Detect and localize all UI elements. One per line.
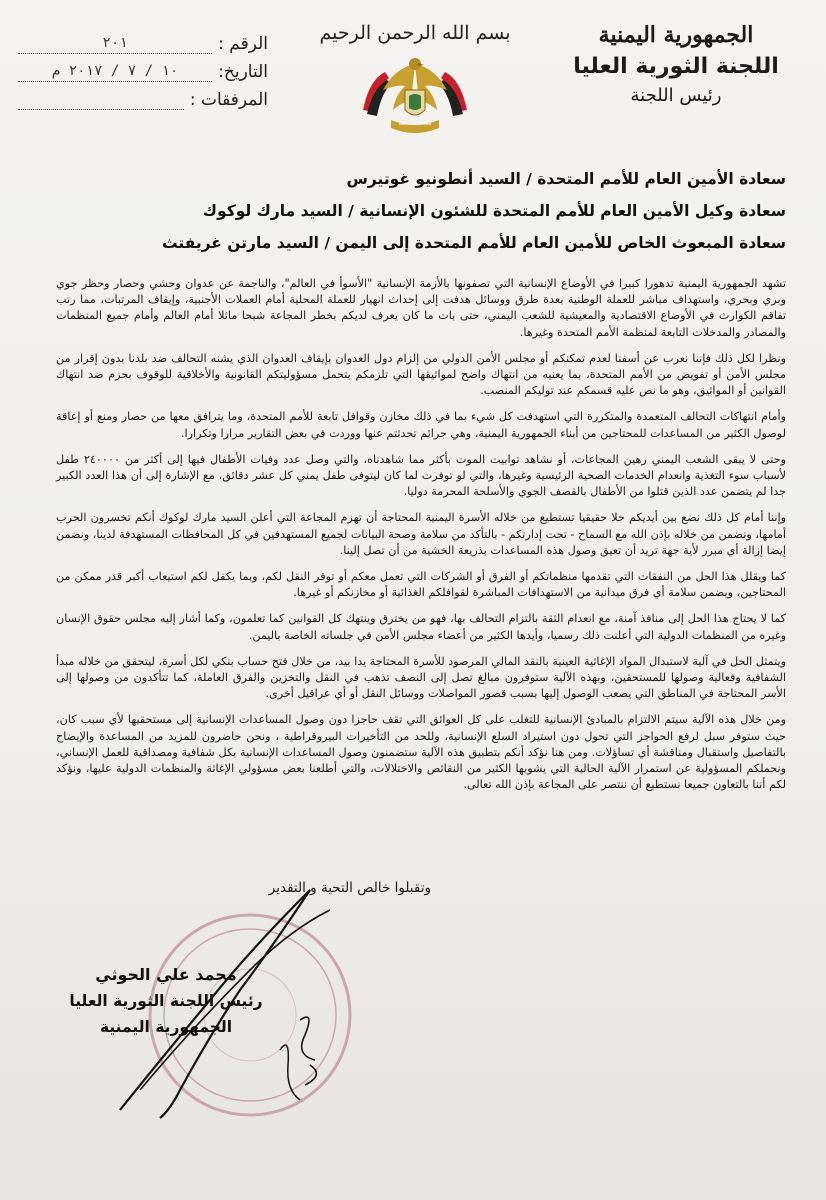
recipient-line: سعادة المبعوث الخاص للأمين العام للأمم المتحدة إلى اليمن / السيد مارتن غريفتث <box>161 234 786 252</box>
closing-line: وتقبلوا خالص التحية و التقدير <box>268 880 431 896</box>
body-paragraph: ومن خلال هذه الآلية سيتم الالتزام بالمبادئ الإنسانية للتغلب على كل العوائق التي تقف حاجزا دون وصول المساعدات الإنسانية إلى مستحقيها لأي سبب كان، حيث ستوفر سبل لرفع الحواجز التي تحول دون استيراد السلع الإنسانية، وللحد من التأخيرات البيروقراطية ، ونحن حاضرون للمزيد من المساعدة والإيضاح بالتفاصيل واستقبال ومناقشة أي تساؤلات. ومن هنا نؤكد أنكم بتطبيق هذه الآلية ستضمنون وصول المساعدات الإنسانية بكل شفافية ومصداقية للعمل الإنساني، ونحملكم المسؤولية عن استمرار الآلية الحالية التي يشوبها الكثير من النقائص والاختلالات، والتي أطلعنا بعض مسؤولي الإغاثة والمنظمات الدولية عليها، ونؤكد لكم أننا بالتعاون جميعا نستطيع أن ننتصر على المجاعة بإذن الله تعالى. <box>56 713 786 792</box>
eagle-emblem-icon <box>355 50 475 146</box>
signatory-org: الجمهورية اليمنية <box>99 1018 233 1036</box>
reference-number-row <box>18 30 268 58</box>
reference-date-value: ١٠ / ٧ / ٢٠١٧ م <box>18 63 212 82</box>
body-paragraph: ونظرا لكل ذلك فإننا نعرب عن أسفنا لعدم تمكنكم أو مجلس الأمن الدولي من إلزام دول العدوان بإيقاف العدوان الذي يشنه التحالف ضد بلدنا بدون إقرار من مجلس الأمن أو تفويض من الأمم المتحدة، بما يعنيه من انتهاك واضح لمواثيقها التي تلزمكم بتحمل مسؤوليتكم القانونية والأخلاقية للوقوف بحزم ضد انتهاك القوانين أو المواثيق، وهو ما نص عليه قسمكم عند توليكم المنصب. <box>56 351 786 398</box>
letterhead-center <box>300 22 530 146</box>
body-paragraph: وإننا أمام كل ذلك نضع بين أيديكم حلا حقيقيا تستطيع من خلاله الأسرة اليمنية المحتاجة أن تهزم المجاعة التي أعلن السيد مارك لوكوك أنكم تخسرون الحرب أمامها، ونضمن من خلاله بإذن الله مع السماح - تحت إدارتكم - بالتأكد من سلامة وصحة البيانات لجميع المستهدفين في كل المحافظات المستهدفة لدينا، ونضمن إيضا إزالة أي مبرر لأية جهة تريد أن تعيق وصول هذه المساعدات بذريعة الخشية من أن تصل إلينا. <box>56 511 786 557</box>
body-paragraph: وأمام انتهاكات التحالف المتعمدة والمتكررة التي استهدفت كل شيء بما في ذلك مخازن وقوافل تابعة للأمم المتحدة، وما يترافق معها من حصار ومنع أو إعاقة لوصول الكثير من المساعدات للمحتاجين من أبناء الجمهورية اليمنية، وهي جرائم تحدثتم عنها ووردت في بعض التقارير مرارا وتكرارا. <box>56 410 786 440</box>
signature-block <box>66 965 266 1036</box>
recipients <box>26 170 786 266</box>
body-paragraph: وحتى لا يبقى الشعب اليمني رهين المجاعات، أو نشاهد توابيت الموت بأكثر مما شاهدناه، والتي وصل عدد وفيات الأطفال فيها إلى أكثر من ٢٤٠٠٠٠ طفل لأسباب سوء التغذية وانعدام الخدمات الصحية الرئيسية وغيرها، والتي لو توفرت لما كان ليتوفى طفل يمني كل عشر دقائق، مع الإشارة إلى أن هذا العدد الكبير جدا لم يتضمن عدد الذين قتلوا من الأطفال بالقصف الجوي والأسلحة المحرمة دوليا. <box>56 452 786 499</box>
letterhead-country: الجمهورية اليمنية <box>598 22 754 48</box>
reference-number-value: ٢٠١ <box>18 35 212 54</box>
reference-number-label: الرقم : <box>218 34 268 54</box>
reference-date-row <box>18 58 268 86</box>
signatory-name: محمد علي الحوثي <box>95 965 237 984</box>
letter-body <box>56 276 786 803</box>
reference-attachments-row <box>18 86 268 114</box>
signatory-title: رئيس اللجنة الثورية العليا <box>69 992 263 1010</box>
reference-attachments-value <box>18 91 184 110</box>
letterhead-right <box>566 22 786 106</box>
reference-attachments-label: المرفقات : <box>189 90 268 110</box>
recipient-line: سعادة الأمين العام للأمم المتحدة / السيد أنطونيو غوتيرس <box>346 170 786 188</box>
reference-date-label: التاريخ: <box>218 62 268 82</box>
body-paragraph: ويتمثل الحل في آلية لاستبدال المواد الإغاثية العينية بالنقد المالي المرصود للأسرة المحتاجة يدا بيد، من خلال فتح حساب بنكي لكل أسرة، ليتحقق من خلاله مبدأ الشفافية وفعالية وصولها للمستحقين، وبهذه الآلية ستوفرون مبالغ تصل إلى النصف تذهب في النقل والتخزين والفرق العاملة، كما تتأكدون من وصولها إلى الأسر المحتاجة في المناطق التي يصعب الوصول إليها بسبب قصور المواصلات ووسائل النقل أو أي عراقيل أخرى. <box>56 654 786 701</box>
body-paragraph: كما ويقلل هذا الحل من النفقات التي تقدمها منظماتكم أو الفرق أو الشركات التي تعمل معكم أو توفر النقل لكم، وبما يكفل لكم استيعاب أكبر قدر ممكن من المحتاجين، ويضمن سلامة أي فرق ميدانية من الاستهدافات المباشرة لقوافلكم الغذائية أو مخازنكم أو غيرها. <box>56 570 786 600</box>
letterhead-chair: رئيس اللجنة <box>630 85 722 106</box>
letterhead-committee: اللجنة الثورية العليا <box>573 54 779 79</box>
recipient-line: سعادة وكيل الأمين العام للأمم المتحدة للشئون الإنسانية / السيد مارك لوكوك <box>202 202 786 220</box>
body-paragraph: كما لا يحتاج هذا الحل إلى منافذ آمنة، مع انعدام الثقة بالتزام التحالف بها، فهو من يخترق وينتهك كل القوانين كما تعلمون، وكما أشار إليه مجلس حقوق الإنسان وغيره من المنظمات الدولية التي أعلنت ذلك رسميا، وأيدها الكثير من أعضاء مجلس الأمن في جلساته الخاصة باليمن. <box>56 612 786 642</box>
basmala: بسم الله الرحمن الرحيم <box>319 22 511 44</box>
body-paragraph: تشهد الجمهورية اليمنية تدهورا كبيرا في الأوضاع الإنسانية التي تصفونها بالأزمة الإنسانية "الأسوأ في العالم"، والناجمة عن عدوان وحشي وحصار وحظر جوي وبري وبحري، واستهداف مباشر للعملة الوطنية بعدة طرق ووسائل هدفت إلى إحداث انهيار للعملة المحلية أمام العملات الأجنبية، وإيقاف المرتبات، مما رتب تفاقم الكوارث في الأوضاع الاقتصادية والمعيشية للشعب اليمني، حتى بات ما كان يعرف لديكم بخطر المجاعة شبحا ماثلا أمام العالم وأمام جميع المنظمات والمصادر والمدخلات التابعة لمنظمة الأمم المتحدة وغيرها. <box>56 277 786 339</box>
reference-block <box>18 30 268 114</box>
